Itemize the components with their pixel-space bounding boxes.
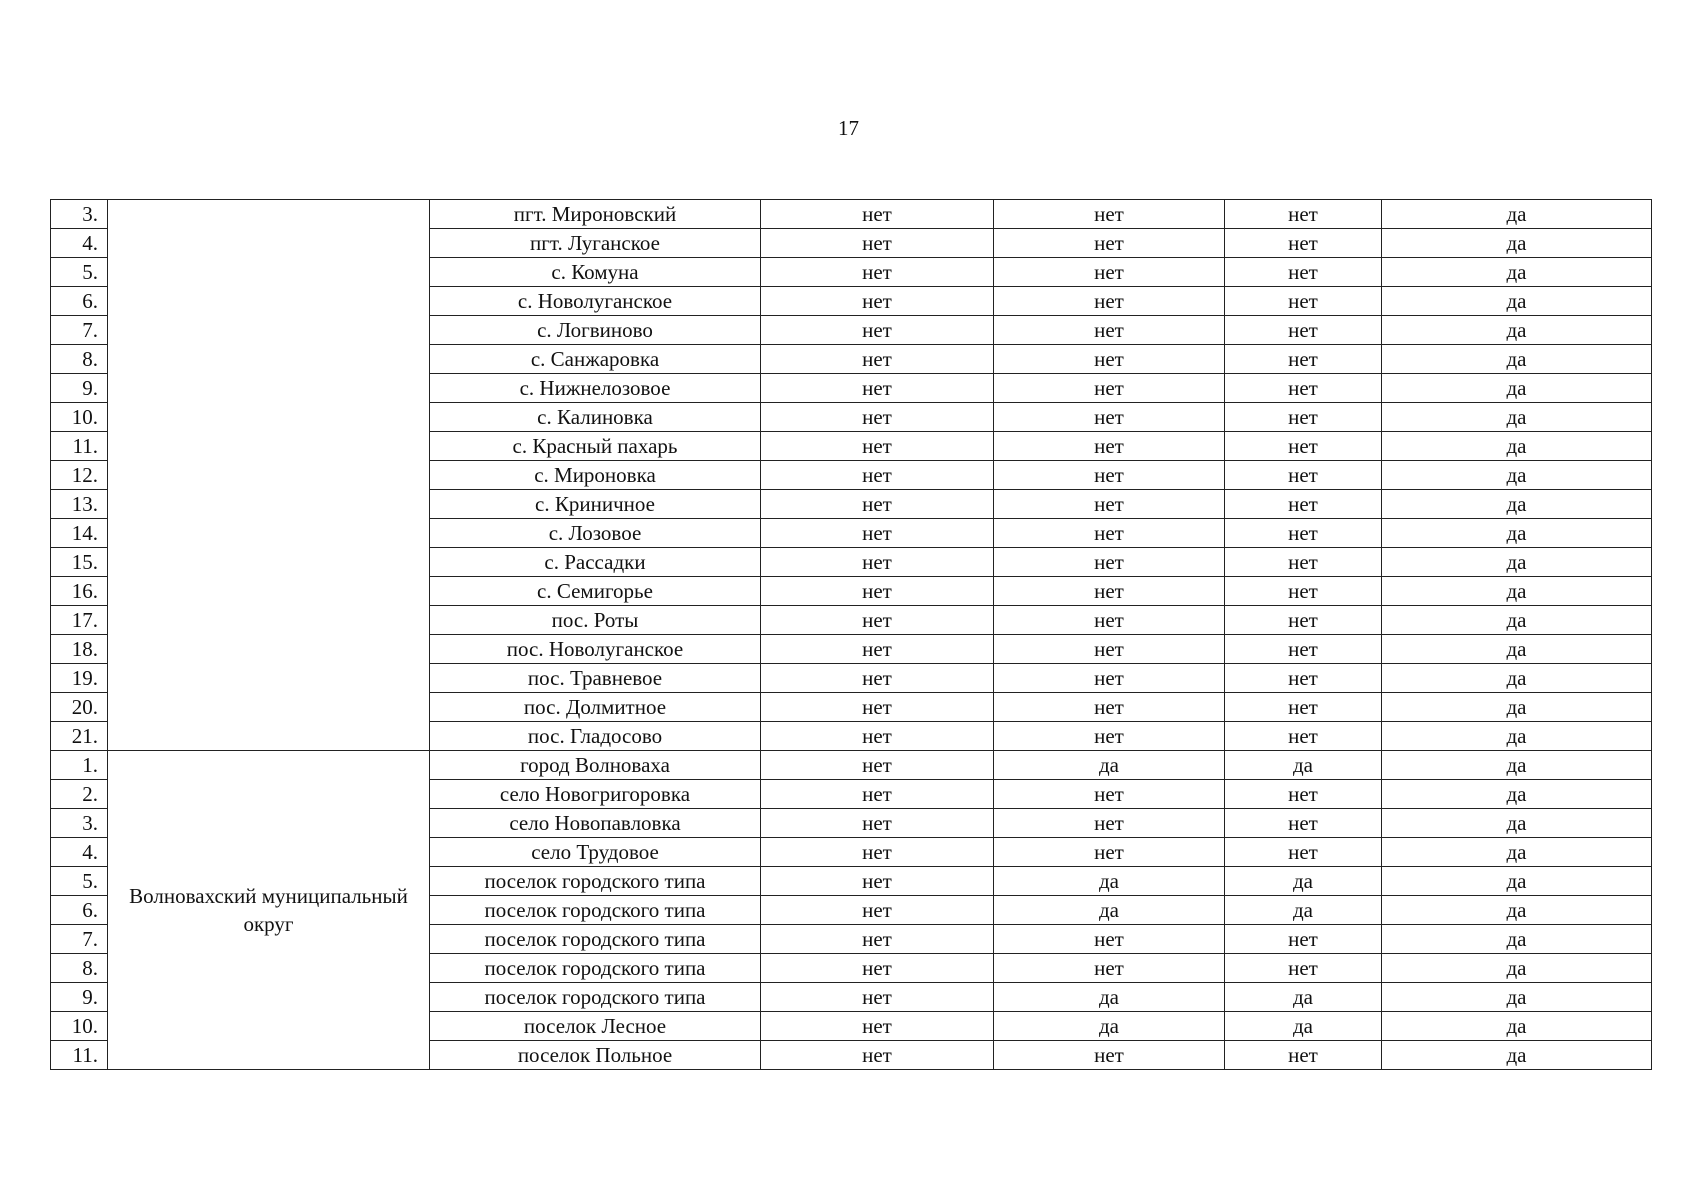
district-cell: Волновахский муниципальный округ <box>108 751 430 1070</box>
settlement-name-cell: с. Криничное <box>430 490 761 519</box>
value-cell-1: нет <box>761 722 994 751</box>
value-cell-2: да <box>994 1012 1225 1041</box>
value-cell-4: да <box>1382 1012 1652 1041</box>
value-cell-4: да <box>1382 229 1652 258</box>
value-cell-3: да <box>1225 751 1382 780</box>
value-cell-4: да <box>1382 490 1652 519</box>
row-number-cell: 3. <box>51 809 108 838</box>
value-cell-3: нет <box>1225 461 1382 490</box>
settlement-name-cell: поселок городского типа <box>430 925 761 954</box>
value-cell-1: нет <box>761 432 994 461</box>
value-cell-2: нет <box>994 316 1225 345</box>
row-number-cell: 21. <box>51 722 108 751</box>
value-cell-2: да <box>994 983 1225 1012</box>
value-cell-2: нет <box>994 780 1225 809</box>
settlement-name-cell: с. Новолуганское <box>430 287 761 316</box>
row-number-cell: 14. <box>51 519 108 548</box>
value-cell-3: нет <box>1225 780 1382 809</box>
table-row <box>51 200 1652 229</box>
value-cell-1: нет <box>761 867 994 896</box>
value-cell-1: нет <box>761 229 994 258</box>
value-cell-4: да <box>1382 809 1652 838</box>
table-body <box>51 200 1652 1070</box>
value-cell-2: нет <box>994 722 1225 751</box>
value-cell-1: нет <box>761 200 994 229</box>
value-cell-3: нет <box>1225 664 1382 693</box>
settlement-name-cell: с. Мироновка <box>430 461 761 490</box>
value-cell-2: нет <box>994 838 1225 867</box>
row-number-cell: 19. <box>51 664 108 693</box>
row-number-cell: 13. <box>51 490 108 519</box>
settlement-name-cell: с. Санжаровка <box>430 345 761 374</box>
value-cell-1: нет <box>761 287 994 316</box>
value-cell-4: да <box>1382 867 1652 896</box>
row-number-cell: 17. <box>51 606 108 635</box>
row-number-cell: 7. <box>51 925 108 954</box>
value-cell-1: нет <box>761 461 994 490</box>
value-cell-3: нет <box>1225 432 1382 461</box>
value-cell-3: нет <box>1225 809 1382 838</box>
row-number-cell: 5. <box>51 867 108 896</box>
value-cell-3: нет <box>1225 403 1382 432</box>
row-number-cell: 18. <box>51 635 108 664</box>
value-cell-1: нет <box>761 780 994 809</box>
value-cell-2: нет <box>994 664 1225 693</box>
value-cell-2: нет <box>994 606 1225 635</box>
value-cell-3: нет <box>1225 374 1382 403</box>
row-number-cell: 4. <box>51 229 108 258</box>
value-cell-3: да <box>1225 1012 1382 1041</box>
settlement-name-cell: с. Нижнелозовое <box>430 374 761 403</box>
value-cell-1: нет <box>761 606 994 635</box>
value-cell-3: нет <box>1225 229 1382 258</box>
value-cell-1: нет <box>761 838 994 867</box>
row-number-cell: 5. <box>51 258 108 287</box>
value-cell-1: нет <box>761 896 994 925</box>
settlement-name-cell: поселок городского типа <box>430 954 761 983</box>
value-cell-4: да <box>1382 577 1652 606</box>
value-cell-3: нет <box>1225 345 1382 374</box>
value-cell-2: нет <box>994 403 1225 432</box>
value-cell-4: да <box>1382 1041 1652 1070</box>
value-cell-1: нет <box>761 693 994 722</box>
value-cell-2: нет <box>994 577 1225 606</box>
settlement-name-cell: пгт. Мироновский <box>430 200 761 229</box>
settlement-name-cell: с. Лозовое <box>430 519 761 548</box>
row-number-cell: 10. <box>51 403 108 432</box>
settlement-name-cell: село Новопавловка <box>430 809 761 838</box>
value-cell-4: да <box>1382 548 1652 577</box>
value-cell-2: нет <box>994 287 1225 316</box>
settlement-name-cell: пос. Новолуганское <box>430 635 761 664</box>
value-cell-1: нет <box>761 374 994 403</box>
value-cell-4: да <box>1382 432 1652 461</box>
value-cell-4: да <box>1382 345 1652 374</box>
value-cell-3: нет <box>1225 693 1382 722</box>
value-cell-3: нет <box>1225 200 1382 229</box>
row-number-cell: 15. <box>51 548 108 577</box>
value-cell-2: нет <box>994 432 1225 461</box>
value-cell-2: нет <box>994 954 1225 983</box>
value-cell-4: да <box>1382 316 1652 345</box>
row-number-cell: 12. <box>51 461 108 490</box>
row-number-cell: 20. <box>51 693 108 722</box>
settlement-name-cell: пос. Гладосово <box>430 722 761 751</box>
value-cell-3: нет <box>1225 548 1382 577</box>
row-number-cell: 9. <box>51 983 108 1012</box>
value-cell-2: да <box>994 751 1225 780</box>
row-number-cell: 1. <box>51 751 108 780</box>
settlement-name-cell: поселок городского типа <box>430 983 761 1012</box>
value-cell-4: да <box>1382 693 1652 722</box>
value-cell-2: нет <box>994 1041 1225 1070</box>
settlement-name-cell: поселок Польное <box>430 1041 761 1070</box>
value-cell-2: нет <box>994 925 1225 954</box>
value-cell-1: нет <box>761 664 994 693</box>
row-number-cell: 6. <box>51 896 108 925</box>
value-cell-4: да <box>1382 751 1652 780</box>
value-cell-3: нет <box>1225 954 1382 983</box>
settlement-name-cell: пос. Роты <box>430 606 761 635</box>
row-number-cell: 6. <box>51 287 108 316</box>
value-cell-2: нет <box>994 548 1225 577</box>
page-number: 17 <box>838 116 859 140</box>
settlement-name-cell: пос. Травневое <box>430 664 761 693</box>
value-cell-4: да <box>1382 780 1652 809</box>
row-number-cell: 8. <box>51 954 108 983</box>
value-cell-3: да <box>1225 867 1382 896</box>
value-cell-1: нет <box>761 983 994 1012</box>
value-cell-1: нет <box>761 1041 994 1070</box>
value-cell-4: да <box>1382 374 1652 403</box>
value-cell-4: да <box>1382 519 1652 548</box>
value-cell-2: нет <box>994 693 1225 722</box>
row-number-cell: 4. <box>51 838 108 867</box>
value-cell-1: нет <box>761 490 994 519</box>
settlement-name-cell: город Волноваха <box>430 751 761 780</box>
row-number-cell: 16. <box>51 577 108 606</box>
value-cell-1: нет <box>761 925 994 954</box>
value-cell-3: да <box>1225 896 1382 925</box>
settlement-name-cell: пгт. Луганское <box>430 229 761 258</box>
value-cell-2: нет <box>994 635 1225 664</box>
settlements-table <box>50 199 1652 1070</box>
value-cell-2: нет <box>994 374 1225 403</box>
value-cell-1: нет <box>761 577 994 606</box>
value-cell-2: нет <box>994 490 1225 519</box>
value-cell-3: нет <box>1225 519 1382 548</box>
settlement-name-cell: село Трудовое <box>430 838 761 867</box>
settlement-name-cell: с. Красный пахарь <box>430 432 761 461</box>
value-cell-2: нет <box>994 519 1225 548</box>
value-cell-1: нет <box>761 751 994 780</box>
value-cell-4: да <box>1382 258 1652 287</box>
settlement-name-cell: село Новогригоровка <box>430 780 761 809</box>
row-number-cell: 2. <box>51 780 108 809</box>
value-cell-1: нет <box>761 258 994 287</box>
value-cell-1: нет <box>761 316 994 345</box>
row-number-cell: 8. <box>51 345 108 374</box>
value-cell-3: нет <box>1225 838 1382 867</box>
value-cell-4: да <box>1382 954 1652 983</box>
value-cell-4: да <box>1382 403 1652 432</box>
row-number-cell: 7. <box>51 316 108 345</box>
row-number-cell: 9. <box>51 374 108 403</box>
value-cell-2: нет <box>994 345 1225 374</box>
value-cell-3: нет <box>1225 606 1382 635</box>
value-cell-2: нет <box>994 809 1225 838</box>
value-cell-3: нет <box>1225 258 1382 287</box>
value-cell-3: нет <box>1225 287 1382 316</box>
value-cell-4: да <box>1382 664 1652 693</box>
row-number-cell: 10. <box>51 1012 108 1041</box>
settlement-name-cell: с. Семигорье <box>430 577 761 606</box>
settlement-name-cell: с. Комуна <box>430 258 761 287</box>
settlement-name-cell: с. Логвиново <box>430 316 761 345</box>
value-cell-4: да <box>1382 896 1652 925</box>
value-cell-4: да <box>1382 200 1652 229</box>
value-cell-1: нет <box>761 635 994 664</box>
row-number-cell: 11. <box>51 432 108 461</box>
settlement-name-cell: поселок городского типа <box>430 867 761 896</box>
value-cell-4: да <box>1382 983 1652 1012</box>
table-row <box>51 751 1652 780</box>
settlement-name-cell: пос. Долмитное <box>430 693 761 722</box>
value-cell-1: нет <box>761 954 994 983</box>
value-cell-4: да <box>1382 722 1652 751</box>
value-cell-3: нет <box>1225 1041 1382 1070</box>
settlement-name-cell: поселок городского типа <box>430 896 761 925</box>
value-cell-1: нет <box>761 1012 994 1041</box>
value-cell-3: нет <box>1225 925 1382 954</box>
value-cell-3: нет <box>1225 490 1382 519</box>
settlement-name-cell: с. Калиновка <box>430 403 761 432</box>
district-cell <box>108 200 430 751</box>
value-cell-3: нет <box>1225 577 1382 606</box>
value-cell-3: нет <box>1225 635 1382 664</box>
value-cell-2: да <box>994 867 1225 896</box>
settlement-name-cell: с. Рассадки <box>430 548 761 577</box>
value-cell-1: нет <box>761 548 994 577</box>
row-number-cell: 3. <box>51 200 108 229</box>
value-cell-4: да <box>1382 925 1652 954</box>
settlement-name-cell: поселок Лесное <box>430 1012 761 1041</box>
value-cell-1: нет <box>761 345 994 374</box>
value-cell-4: да <box>1382 606 1652 635</box>
value-cell-1: нет <box>761 809 994 838</box>
value-cell-4: да <box>1382 635 1652 664</box>
value-cell-4: да <box>1382 461 1652 490</box>
value-cell-2: нет <box>994 258 1225 287</box>
value-cell-3: нет <box>1225 722 1382 751</box>
value-cell-3: нет <box>1225 316 1382 345</box>
value-cell-2: нет <box>994 200 1225 229</box>
value-cell-2: да <box>994 896 1225 925</box>
value-cell-4: да <box>1382 287 1652 316</box>
value-cell-3: да <box>1225 983 1382 1012</box>
row-number-cell: 11. <box>51 1041 108 1070</box>
value-cell-2: нет <box>994 461 1225 490</box>
value-cell-4: да <box>1382 838 1652 867</box>
value-cell-1: нет <box>761 519 994 548</box>
value-cell-1: нет <box>761 403 994 432</box>
value-cell-2: нет <box>994 229 1225 258</box>
